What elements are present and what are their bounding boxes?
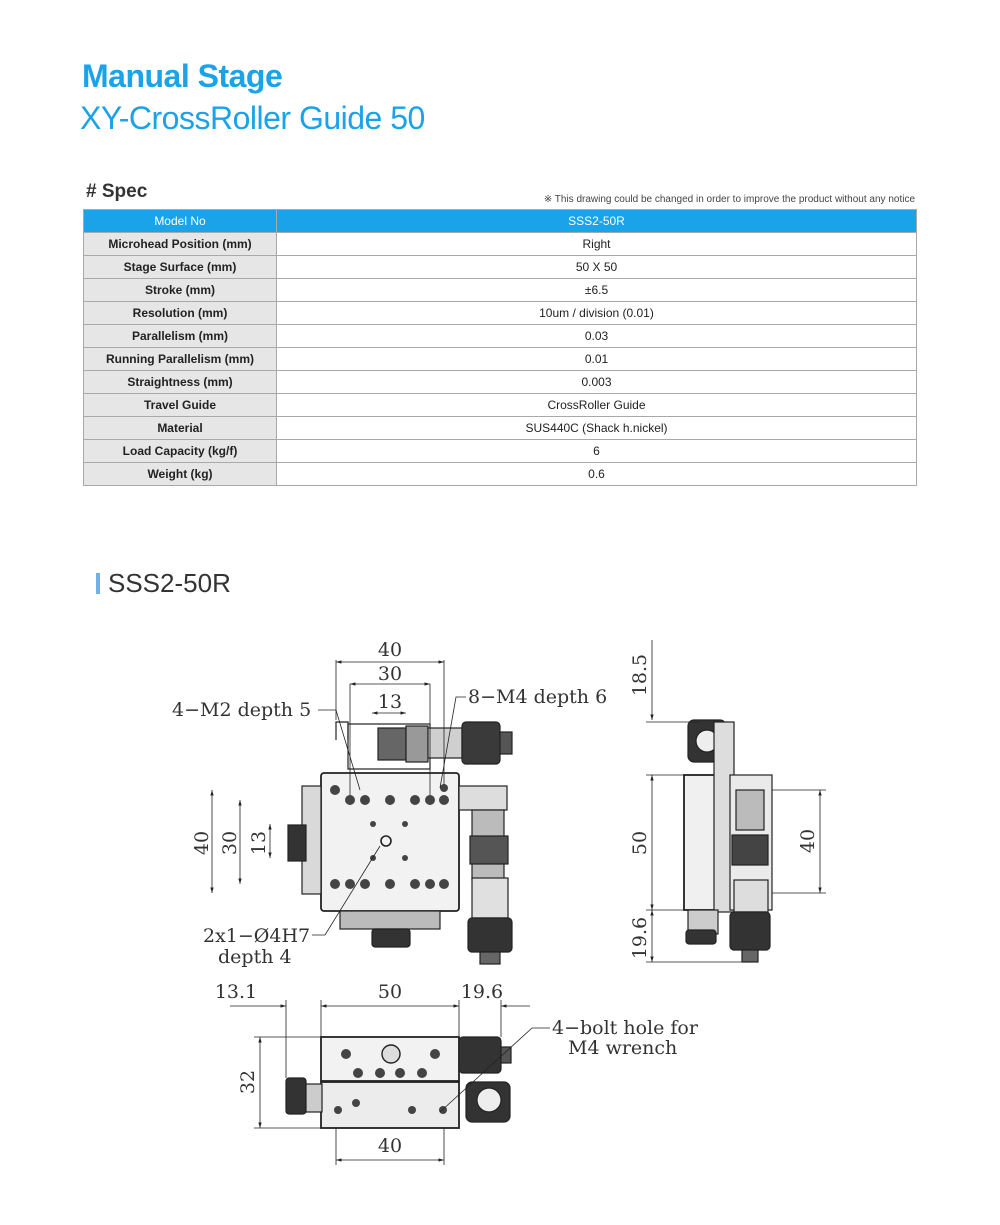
spec-value: 0.6 (277, 463, 917, 486)
table-row (84, 233, 917, 256)
spec-label: Weight (kg) (84, 463, 277, 486)
spec-value: Right (277, 233, 917, 256)
dim-19-6-side: 19.6 (629, 916, 651, 960)
table-row (84, 440, 917, 463)
spec-header-value: SSS2-50R (277, 210, 917, 233)
technical-drawing (0, 620, 1000, 1220)
dim-40-top: 40 (377, 639, 403, 661)
top-view (172, 639, 607, 968)
spec-heading: # Spec (86, 181, 148, 202)
page-title: Manual Stage (82, 58, 283, 94)
dim-30-left: 30 (219, 830, 241, 856)
spec-value: ±6.5 (277, 279, 917, 302)
spec-value: 50 X 50 (277, 256, 917, 279)
model-heading-text: SSS2-50R (108, 568, 231, 598)
dim-40-front: 40 (377, 1135, 403, 1157)
spec-label: Parallelism (mm) (84, 325, 277, 348)
note-bolt-1: 4−bolt hole for (552, 1017, 698, 1039)
note-hole-2: depth 4 (218, 946, 292, 968)
note-bolt-2: M4 wrench (568, 1037, 678, 1059)
spec-label: Resolution (mm) (84, 302, 277, 325)
table-row (84, 371, 917, 394)
spec-label: Material (84, 417, 277, 440)
table-row (84, 325, 917, 348)
dim-13-1: 13.1 (214, 981, 258, 1003)
spec-value: 10um / division (0.01) (277, 302, 917, 325)
spec-label: Running Parallelism (mm) (84, 348, 277, 371)
spec-label: Straightness (mm) (84, 371, 277, 394)
model-heading (96, 568, 231, 599)
spec-value: 0.03 (277, 325, 917, 348)
spec-label: Travel Guide (84, 394, 277, 417)
note-hole-1: 2x1−Ø4H7 (203, 925, 311, 947)
table-row (84, 302, 917, 325)
spec-header-row (84, 210, 917, 233)
spec-table (83, 209, 917, 486)
table-row (84, 279, 917, 302)
spec-value: SUS440C (Shack h.nickel) (277, 417, 917, 440)
spec-value: 0.01 (277, 348, 917, 371)
dim-30-top: 30 (377, 663, 403, 685)
spec-label: Load Capacity (kg/f) (84, 440, 277, 463)
side-view (629, 640, 826, 962)
spec-label: Microhead Position (mm) (84, 233, 277, 256)
spec-label: Stage Surface (mm) (84, 256, 277, 279)
spec-header-label: Model No (84, 210, 277, 233)
dim-18-5: 18.5 (629, 653, 651, 697)
table-row (84, 394, 917, 417)
note-m2: 4−M2 depth 5 (172, 699, 312, 721)
table-row (84, 256, 917, 279)
spec-value: CrossRoller Guide (277, 394, 917, 417)
dim-40-side: 40 (797, 828, 819, 854)
table-row (84, 348, 917, 371)
dim-19-6-front: 19.6 (460, 981, 504, 1003)
page-subtitle: XY-CrossRoller Guide 50 (80, 100, 425, 136)
spec-value: 0.003 (277, 371, 917, 394)
dim-40-left: 40 (191, 830, 213, 856)
dim-13-top: 13 (377, 691, 403, 713)
spec-notice: ※ This drawing could be changed in order to improve the product without any notice (543, 194, 915, 205)
front-view (215, 981, 699, 1165)
note-m4: 8−M4 depth 6 (468, 686, 608, 708)
dim-50-side: 50 (629, 830, 651, 856)
spec-label: Stroke (mm) (84, 279, 277, 302)
dim-32: 32 (237, 1069, 259, 1095)
spec-value: 6 (277, 440, 917, 463)
table-row (84, 417, 917, 440)
dim-13-left: 13 (248, 830, 270, 856)
dim-50-front: 50 (377, 981, 403, 1003)
table-row (84, 463, 917, 486)
